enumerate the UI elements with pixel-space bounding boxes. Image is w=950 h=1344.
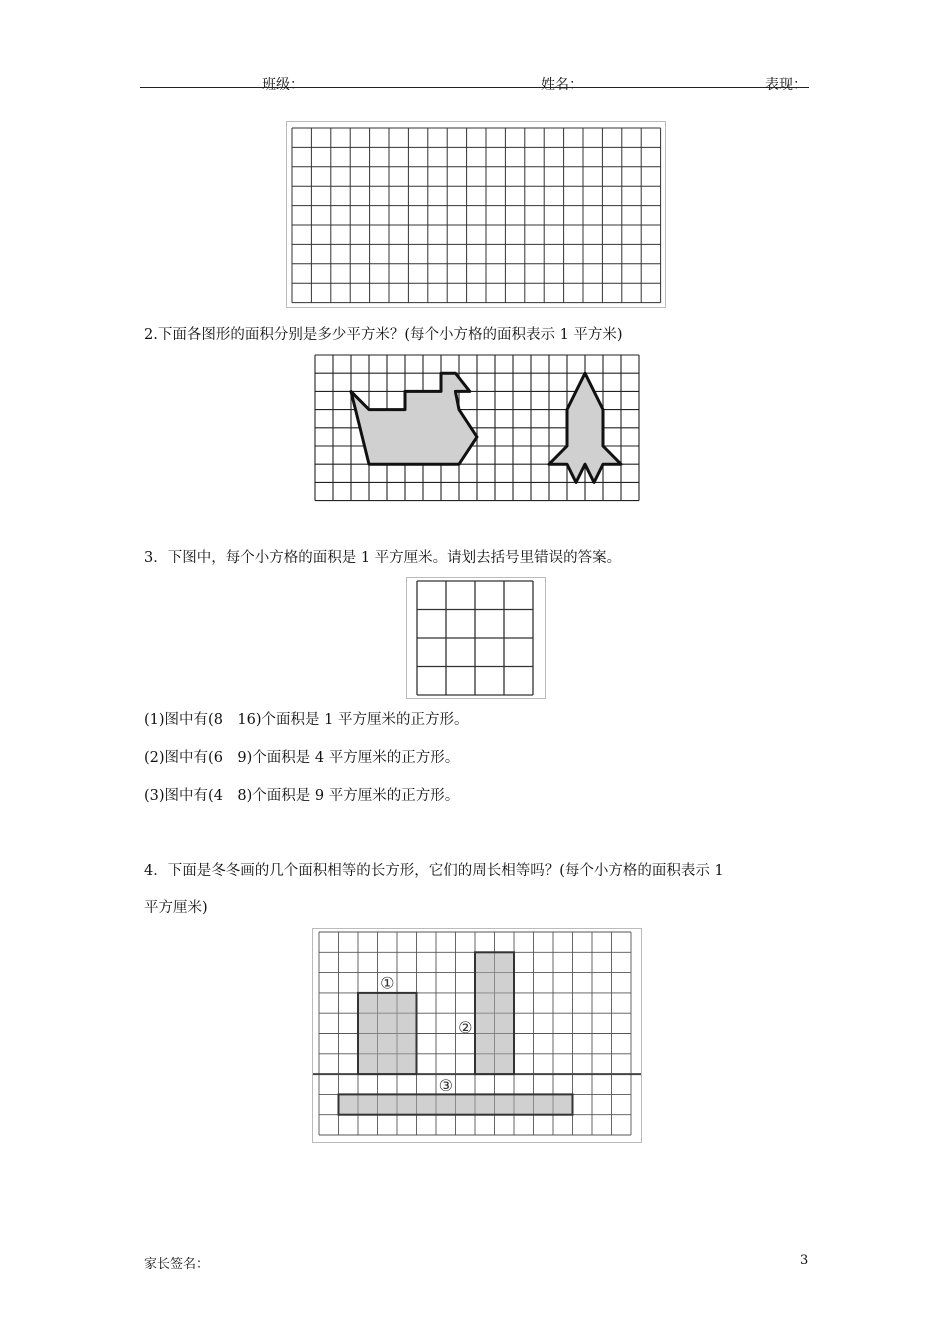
- square-grid: [407, 578, 545, 698]
- question-3-item-1: (1)图中有(8 16)个面积是 1 平方厘米的正方形。: [144, 712, 469, 728]
- question-3-item-2: (2)图中有(6 9)个面积是 4 平方厘米的正方形。: [144, 750, 460, 766]
- question-2-figure: [314, 354, 640, 503]
- question-3-text: 3．下图中，每个小方格的面积是 1 平方厘米。请划去括号里错误的答案。: [144, 550, 622, 566]
- rectangle-1: [358, 993, 417, 1074]
- question-4-text-line-2: 平方厘米): [144, 900, 208, 916]
- rectangle-label: ①: [380, 973, 395, 993]
- shapes-grid: [314, 354, 640, 503]
- rectangles-grid: [313, 929, 641, 1142]
- question-4-figure: [312, 928, 642, 1143]
- rectangle-label: ③: [438, 1075, 453, 1095]
- name-label: 姓名：: [541, 77, 583, 93]
- parent-signature-label: 家长签名：: [144, 1257, 210, 1272]
- rectangle-2: [475, 952, 514, 1074]
- duck-shape: [351, 373, 477, 464]
- question-4-text-line-1: 4．下面是冬冬画的几个面积相等的长方形，它们的周长相等吗？(每个小方格的面积表示 1: [144, 863, 724, 879]
- grid-lines: [292, 128, 661, 303]
- performance-label: 表现：: [765, 77, 807, 93]
- blank-grid: [287, 122, 665, 307]
- class-label: 班级：: [262, 77, 304, 93]
- grid-lines: [417, 581, 533, 695]
- header-rule: [140, 87, 809, 88]
- question-3-item-3: (3)图中有(4 8)个面积是 9 平方厘米的正方形。: [144, 788, 460, 804]
- rectangle-3: [339, 1094, 573, 1114]
- rectangle-label: ②: [458, 1017, 473, 1037]
- question-3-figure: [406, 577, 546, 699]
- question-2-text: 2.下面各图形的面积分别是多少平方米？(每个小方格的面积表示 1 平方米): [144, 327, 623, 343]
- blank-grid-figure: [286, 121, 666, 308]
- page-number: 3: [800, 1253, 809, 1268]
